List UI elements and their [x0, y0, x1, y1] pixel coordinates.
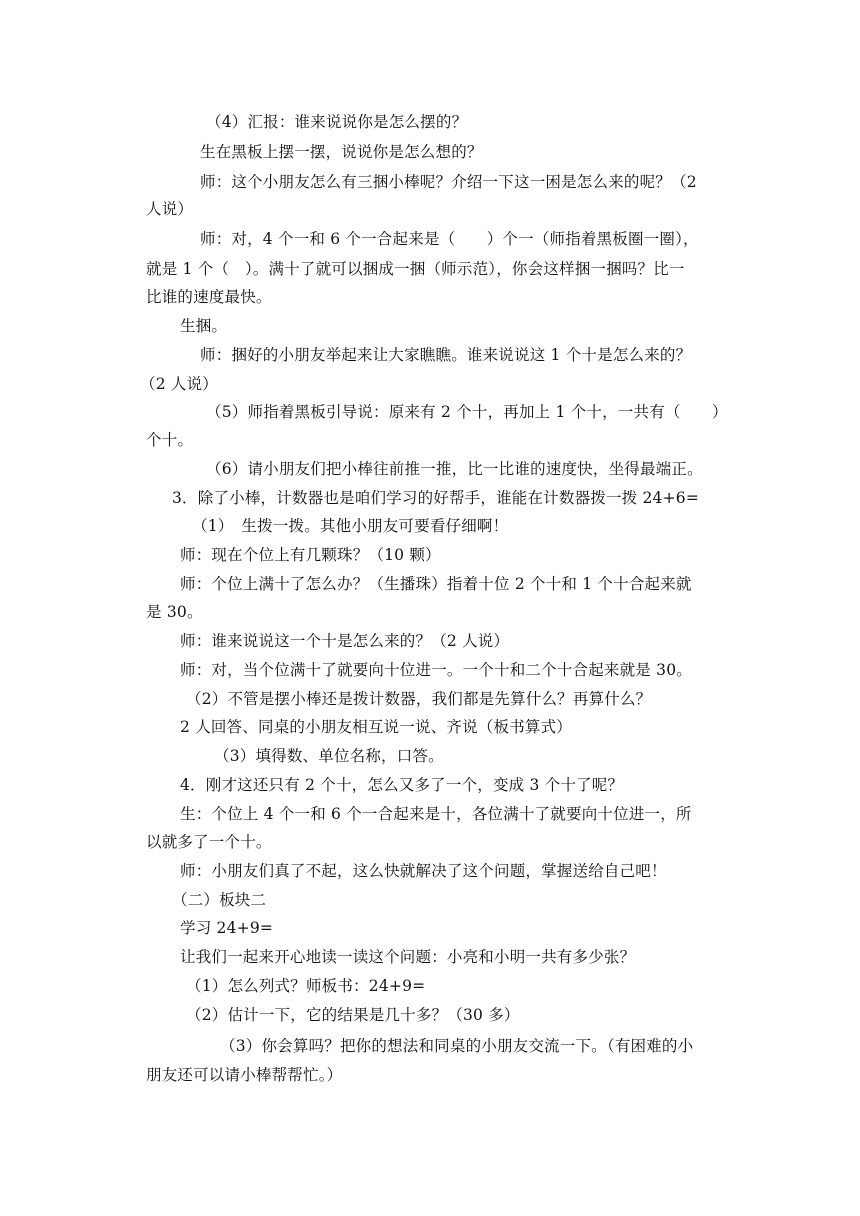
text-line: 师：现在个位上有几颗珠？（10 颗） — [180, 546, 441, 564]
text-line: 比谁的速度最快。 — [146, 288, 272, 306]
text-line: 师：谁来说说这一个十是怎么来的？（2 人说） — [180, 632, 510, 650]
text-line: 3．除了小棒，计数器也是咱们学习的好帮手，谁能在计数器拨一拨 24+6= — [172, 489, 700, 507]
text-line: 是 30。 — [146, 603, 203, 621]
text-line: 师：这个小朋友怎么有三捆小棒呢？介绍一下这一困是怎么来的呢？（2 — [200, 173, 697, 191]
text-line: 朋友还可以请小棒帮帮忙。） — [146, 1066, 343, 1084]
text-line: 师：对，4 个一和 6 个一合起来是（ ）个一（师指着黑板圈一圈）， — [200, 230, 699, 248]
text-line: 生：个位上 4 个一和 6 个一合起来是十，各位满十了就要向十位进一，所 — [180, 805, 692, 823]
text-line: （6）请小朋友们把小棒往前推一推，比一比谁的速度快，坐得最端正。 — [206, 460, 703, 478]
text-line: 师：捆好的小朋友举起来让大家瞧瞧。谁来说说这 1 个十是怎么来的？ — [200, 346, 692, 364]
text-line: 4．刚才这还只有 2 个十，怎么又多了一个，变成 3 个十了呢？ — [180, 776, 624, 794]
text-line: 人说） — [146, 200, 194, 218]
text-line: 学习 24+9= — [180, 919, 274, 937]
text-line: （1）怎么列式？师板书：24+9= — [186, 977, 426, 995]
text-line: （4）汇报：谁来说说你是怎么摆的？ — [206, 113, 468, 131]
text-line: （3）你会算吗？把你的想法和同桌的小朋友交流一下。（有困难的小 — [220, 1037, 694, 1055]
text-line: 师：小朋友们真了不起，这么快就解决了这个问题，掌握送给自己吧！ — [180, 862, 667, 880]
text-line: （2 人说） — [140, 375, 218, 393]
text-line: （3）填得数、单位名称，口答。 — [214, 747, 444, 765]
text-line: （1） 生拨一拨。其他小朋友可要看仔细啊！ — [192, 517, 509, 535]
text-line: 2 人回答、同桌的小朋友相互说一说、齐说（板书算式） — [180, 718, 572, 736]
text-line: （2）估计一下，它的结果是几十多？（30 多） — [186, 1006, 520, 1024]
text-line: 师：对，当个位满十了就要向十位进一。一个十和二个十合起来就是 30。 — [180, 661, 692, 679]
text-line: （2）不管是摆小棒还是拨计数器，我们都是先算什么？再算什么？ — [186, 690, 652, 708]
text-line: 生在黑板上摆一摆，说说你是怎么想的？ — [200, 143, 483, 161]
text-line: （5）师指着黑板引导说：原来有 2 个十，再加上 1 个十，一共有（ ） — [206, 403, 728, 421]
text-line: 师：个位上满十了怎么办？（生播珠）指着十位 2 个十和 1 个十合起来就 — [180, 575, 692, 593]
text-line: 以就多了一个十。 — [146, 833, 272, 851]
text-line: 生捆。 — [180, 317, 228, 335]
text-line: 个十。 — [146, 431, 194, 449]
text-line: 让我们一起来开心地读一读这个问题：小亮和小明一共有多少张？ — [180, 948, 636, 966]
section-heading: （二）板块二 — [172, 891, 267, 909]
text-line: 就是 1 个（ ）。满十了就可以捆成一捆（师示范），你会这样捆一捆吗？比一 — [146, 260, 685, 278]
